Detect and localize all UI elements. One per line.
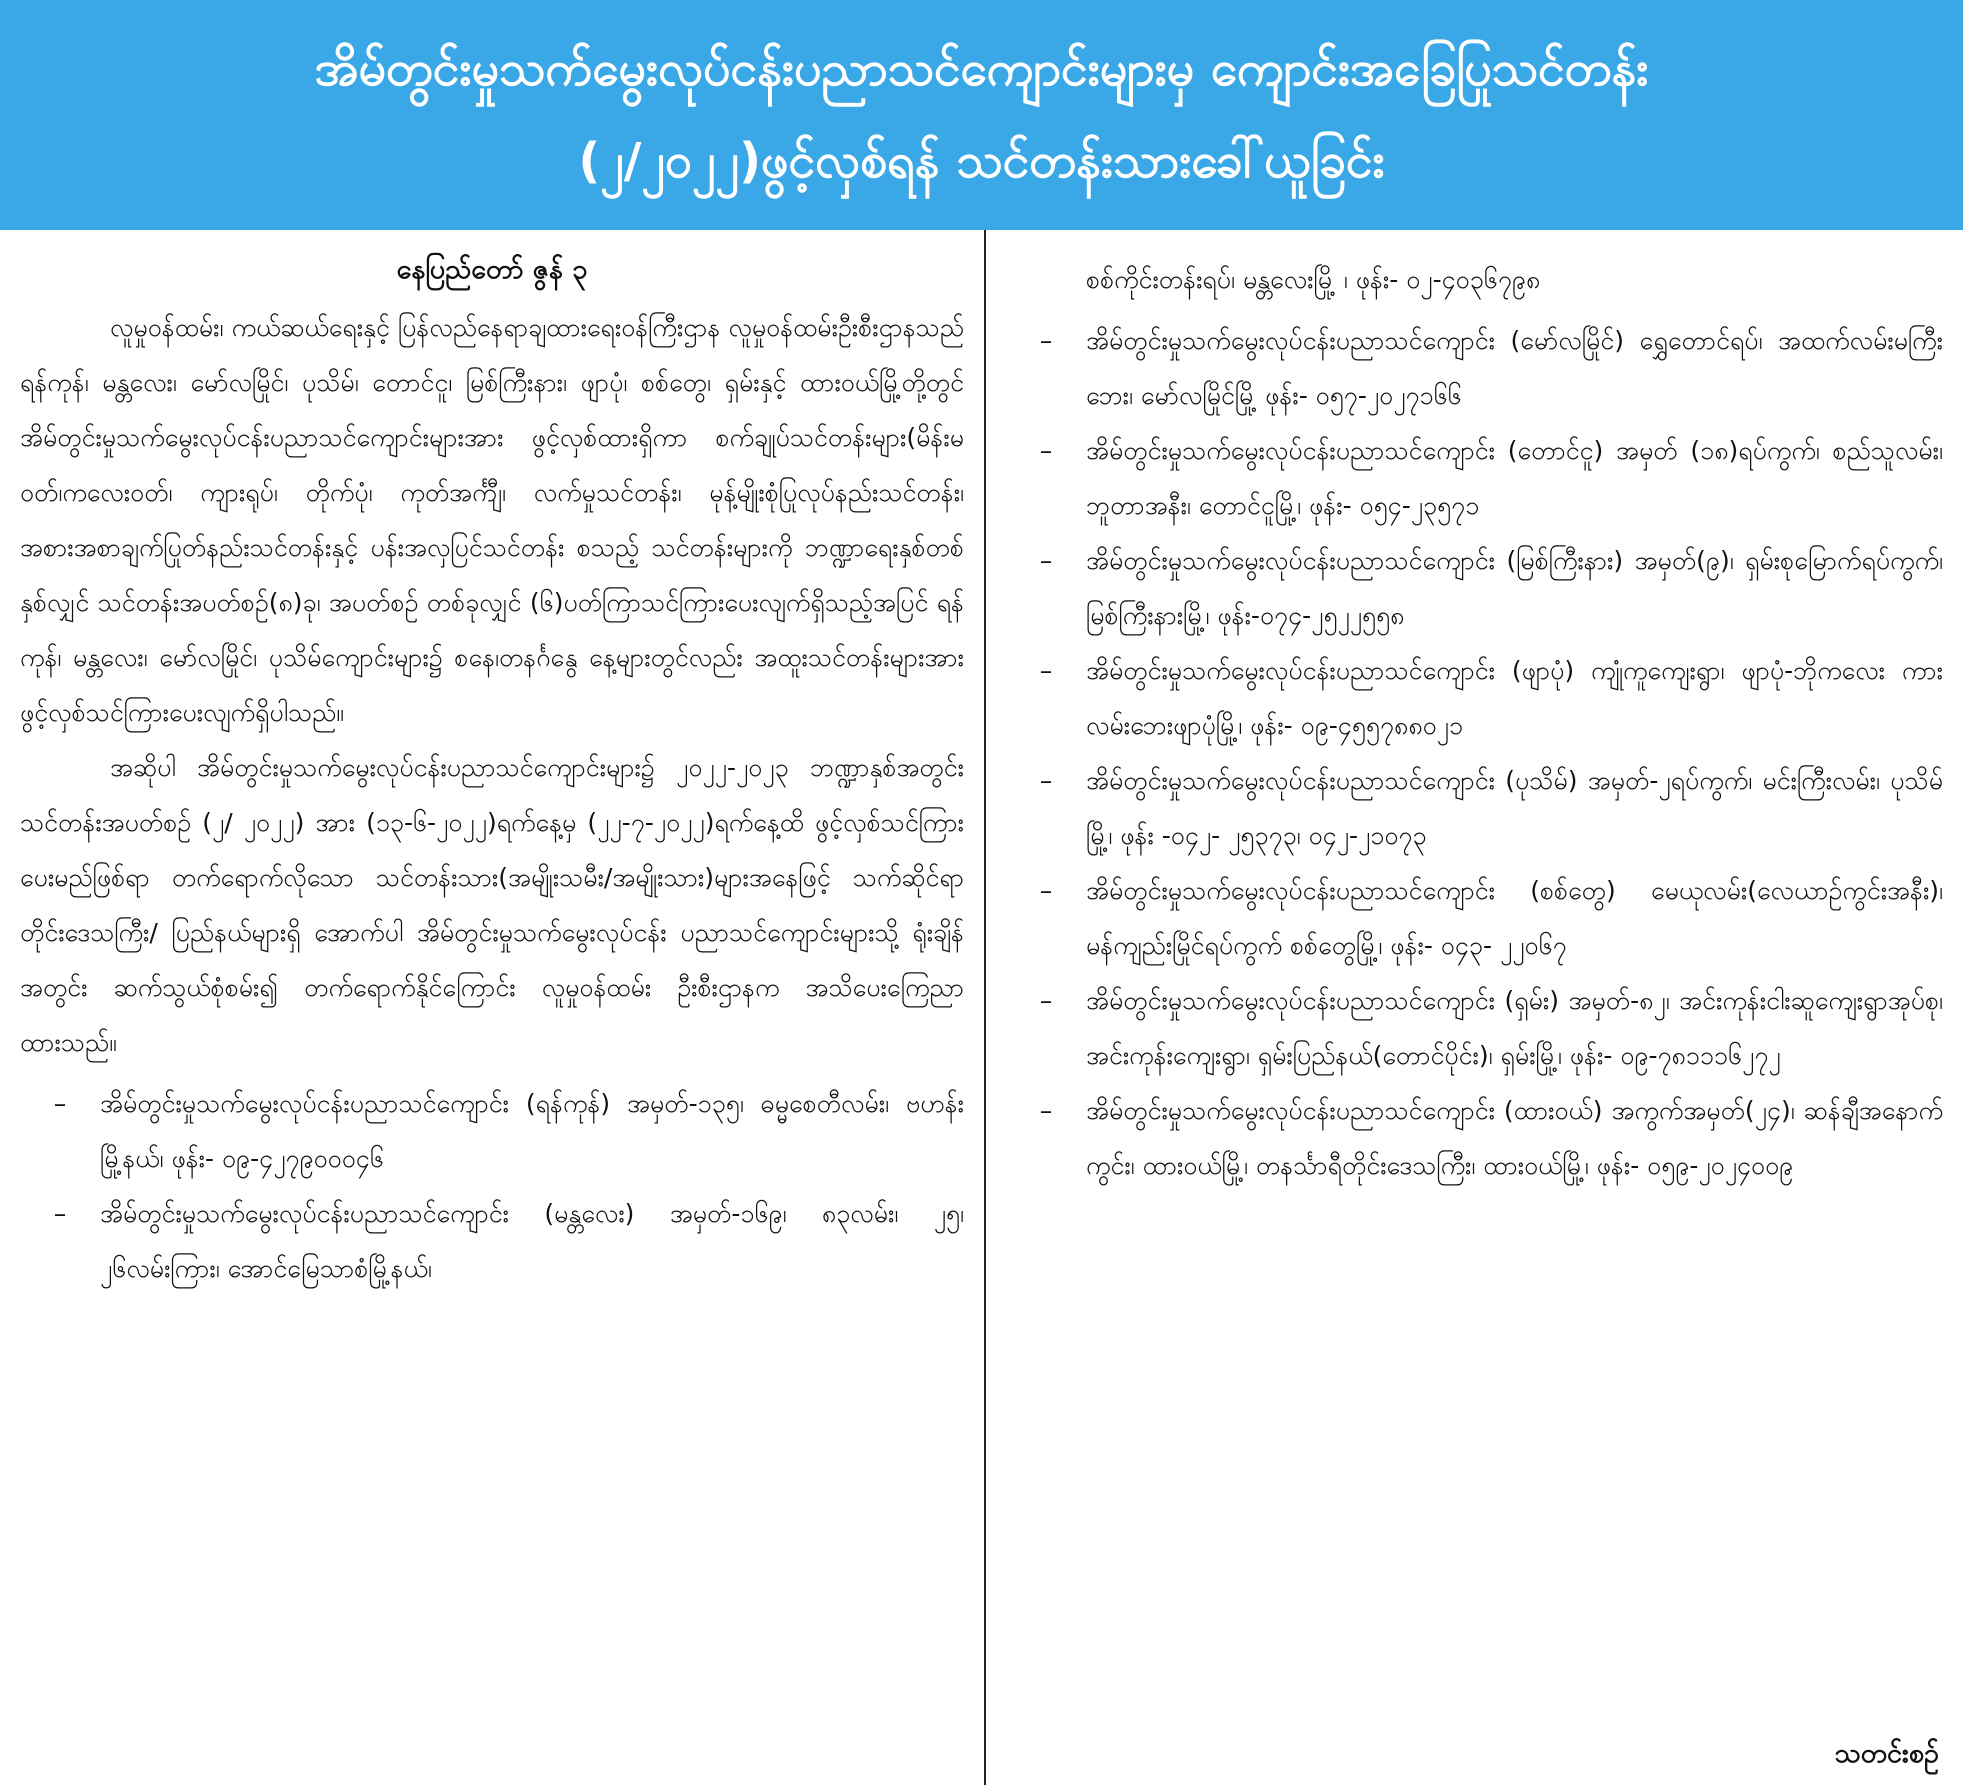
list-item [1006,423,1943,533]
headline-line-1: အိမ်တွင်းမှုသက်မွေးလုပ်ငန်းပညာသင်ကျောင်းများမှ ကျောင်းအခြေပြုသင်တန်း [314,41,1649,97]
paragraph-intro: လူမှုဝန်ထမ်း၊ ကယ်ဆယ်ရေးနှင့် ပြန်လည်နေရာချထားရေးဝန်ကြီးဌာန လူမှုဝန်ထမ်းဦးစီးဌာနသည် ရန်ကုန်၊ မန္တလေး၊ မော်လမြိုင်၊ ပုသိမ်၊ တောင်ငူ၊ မြစ်ကြီးနား၊ ဖျာပုံ၊ စစ်တွေ၊ ရှမ်းနှင့် ထားဝယ်မြို့တို့တွင် အိမ်တွင်းမှုသက်မွေးလုပ်ငန်းပညာသင်ကျောင်းများအား ဖွင့်လှစ်ထားရှိကာ စက်ချုပ်သင်တန်းများ(မိန်းမဝတ်၊ကလေးဝတ်၊ ကျားရုပ်၊ တိုက်ပုံ၊ ကုတ်အင်္ကျီ၊ လက်မှုသင်တန်း၊ မုန့်မျိုးစုံပြုလုပ်နည်းသင်တန်း၊ အစားအစာချက်ပြုတ်နည်းသင်တန်းနှင့် ပန်းအလှပြင်သင်တန်း စသည့် သင်တန်းများကို ဘဏ္ဍာရေးနှစ်တစ်နှစ်လျှင် သင်တန်းအပတ်စဉ်(၈)ခု၊ အပတ်စဉ် တစ်ခုလျှင် (၆)ပတ်ကြာသင်ကြားပေးလျက်ရှိသည့်အပြင် ရန်ကုန်၊ မန္တလေး၊ မော်လမြိုင်၊ ပုသိမ်ကျောင်းများ၌ စနေ၊တနင်္ဂနွေ နေ့များတွင်လည်း အထူးသင်တန်းများအား ဖွင့်လှစ်သင်ကြားပေးလျက်ရှိပါသည်။ [20,313,964,727]
dateline: နေပြည်တော် ဇွန် ၃ [396,254,588,285]
school-entry-yangon: အိမ်တွင်းမှုသက်မွေးလုပ်ငန်းပညာသင်ကျောင်း (ရန်ကုန်) အမှတ်-၁၃၅၊ ဓမ္မစေတီလမ်း၊ ဗဟန်းမြို့နယ်၊ ဖုန်း- ၀၉-၄၂၇၉၀၀၀၄၆ [100,1089,964,1173]
school-entry-mandalay: အိမ်တွင်းမှုသက်မွေးလုပ်ငန်းပညာသင်ကျောင်း (မန္တလေး) အမှတ်-၁၆၉၊ ၈၃လမ်း၊ ၂၅၊ ၂၆လမ်းကြား၊ အောင်မြေသာစံမြို့နယ်၊ [100,1199,964,1283]
right-column [986,230,1963,1785]
left-column [0,230,984,1785]
list-item [1006,863,1943,973]
bullet-dash: – [1039,986,1053,1015]
byline-signature: သတင်းစဉ် [1834,1738,1939,1769]
list-item [1006,973,1943,1083]
bullet-dash: – [53,1199,67,1228]
school-entry-taungoo: အိမ်တွင်းမှုသက်မွေးလုပ်ငန်းပညာသင်ကျောင်း (တောင်ငူ) အမှတ် (၁၈)ရပ်ကွက်၊ စည်သူလမ်း၊ ဘူတာအနီး၊ တောင်ငူမြို့၊ ဖုန်း- ၀၅၄-၂၃၅၇၁ [1086,436,1943,520]
list-item [1006,753,1943,863]
list-item [20,1076,964,1186]
bullet-dash: – [1039,1096,1053,1125]
list-item [1006,643,1943,753]
bullet-dash: – [1039,436,1053,465]
headline-banner [0,0,1963,230]
paragraph-announcement: အဆိုပါ အိမ်တွင်းမှုသက်မွေးလုပ်ငန်းပညာသင်ကျောင်းများ၌ ၂၀၂၂-၂၀၂၃ ဘဏ္ဍာနှစ်အတွင်း သင်တန်းအပတ်စဉ် (၂/ ၂၀၂၂) အား (၁၃-၆-၂၀၂၂)ရက်နေ့မှ (၂၂-၇-၂၀၂၂)ရက်နေ့ထိ ဖွင့်လှစ်သင်ကြားပေးမည်ဖြစ်ရာ တက်ရောက်လိုသော သင်တန်းသား(အမျိုးသမီး/အမျိုးသား)များအနေဖြင့် သက်ဆိုင်ရာ တိုင်းဒေသကြီး/ ပြည်နယ်များရှိ အောက်ပါ အိမ်တွင်းမှုသက်မွေးလုပ်ငန်း ပညာသင်ကျောင်းများသို့ ရုံးချိန်အတွင်း ဆက်သွယ်စုံစမ်း၍ တက်ရောက်နိုင်ကြောင်း လူမှုဝန်ထမ်း ဦးစီးဌာနက အသိပေးကြေညာထားသည်။ [20,753,964,1057]
school-entry-dawei: အိမ်တွင်းမှုသက်မွေးလုပ်ငန်းပညာသင်ကျောင်း (ထားဝယ်) အကွက်အမှတ်(၂၄)၊ ဆန်ချီအနောက်ကွင်း၊ ထားဝယ်မြို့၊ တနင်္သာရီတိုင်းဒေသကြီး၊ ထားဝယ်မြို့၊ ဖုန်း- ၀၅၉-၂၀၂၄၀၀၉ [1086,1096,1943,1180]
list-item [1006,313,1943,423]
school-entry-pyapon: အိမ်တွင်းမှုသက်မွေးလုပ်ငန်းပညာသင်ကျောင်း (ဖျာပုံ) ကျုံကူကျေးရွာ၊ ဖျာပုံ-ဘိုကလေး ကားလမ်းဘေးဖျာပုံမြို့၊ ဖုန်း- ၀၉-၄၅၅၇၈၈၀၂၁ [1086,656,1943,740]
article-body [0,230,1963,1785]
bullet-dash: – [1039,766,1053,795]
school-entry-sittwe: အိမ်တွင်းမှုသက်မွေးလုပ်ငန်းပညာသင်ကျောင်း (စစ်တွေ) မေယုလမ်း(လေယာဉ်ကွင်းအနီး)၊ မန်ကျည်းမြိုင်ရပ်ကွက် စစ်တွေမြို့၊ ဖုန်း- ၀၄၃- ၂၂၀၆၇ [1086,876,1943,960]
list-item [1006,533,1943,643]
bullet-dash: – [1039,656,1053,685]
bullet-dash: – [53,1089,67,1118]
school-entry-myitkyina: အိမ်တွင်းမှုသက်မွေးလုပ်ငန်းပညာသင်ကျောင်း (မြစ်ကြီးနား) အမှတ်(၉)၊ ရှမ်းစုမြောက်ရပ်ကွက်၊ မြစ်ကြီးနားမြို့၊ ဖုန်း-၀၇၄-၂၅၂၂၅၅၈ [1086,546,1943,630]
bullet-dash: – [1039,876,1053,905]
school-list-left [20,1076,964,1296]
list-item [20,1186,964,1296]
mandalay-entry-continuation: စစ်ကိုင်းတန်းရပ်၊ မန္တလေးမြို့ ၊ ဖုန်း- ၀၂-၄၀၃၆၇၉၈ [1086,265,1541,294]
bullet-dash: – [1039,326,1053,355]
headline-line-2: (၂/၂၀၂၂)ဖွင့်လှစ်ရန် သင်တန်းသားခေါ်ယူခြင်း [578,133,1385,189]
school-list-right [1006,313,1943,1193]
school-entry-shan: အိမ်တွင်းမှုသက်မွေးလုပ်ငန်းပညာသင်ကျောင်း (ရှမ်း) အမှတ်-၈၂၊ အင်းကုန်းငါးဆူကျေးရွာအုပ်စု၊ အင်းကုန်းကျေးရွာ၊ ရှမ်းပြည်နယ်(တောင်ပိုင်း)၊ ရှမ်းမြို့၊ ဖုန်း- ၀၉-၇၈၁၁၁၆၂၇၂ [1086,986,1943,1070]
bullet-dash: – [1039,546,1053,575]
school-entry-mawlamyine: အိမ်တွင်းမှုသက်မွေးလုပ်ငန်းပညာသင်ကျောင်း (မော်လမြိုင်) ရွှေတောင်ရပ်၊ အထက်လမ်းမကြီးဘေး၊ မော်လမြိုင်မြို့ ဖုန်း- ၀၅၇-၂၀၂၇၁၆၆ [1086,326,1943,410]
school-entry-pathein: အိမ်တွင်းမှုသက်မွေးလုပ်ငန်းပညာသင်ကျောင်း (ပုသိမ်) အမှတ်-၂ရပ်ကွက်၊ မင်းကြီးလမ်း၊ ပုသိမ်မြို့၊ ဖုန်း -၀၄၂- ၂၅၃၇၃၊ ၀၄၂-၂၁၀၇၃ [1086,766,1943,850]
list-item [1006,1083,1943,1193]
